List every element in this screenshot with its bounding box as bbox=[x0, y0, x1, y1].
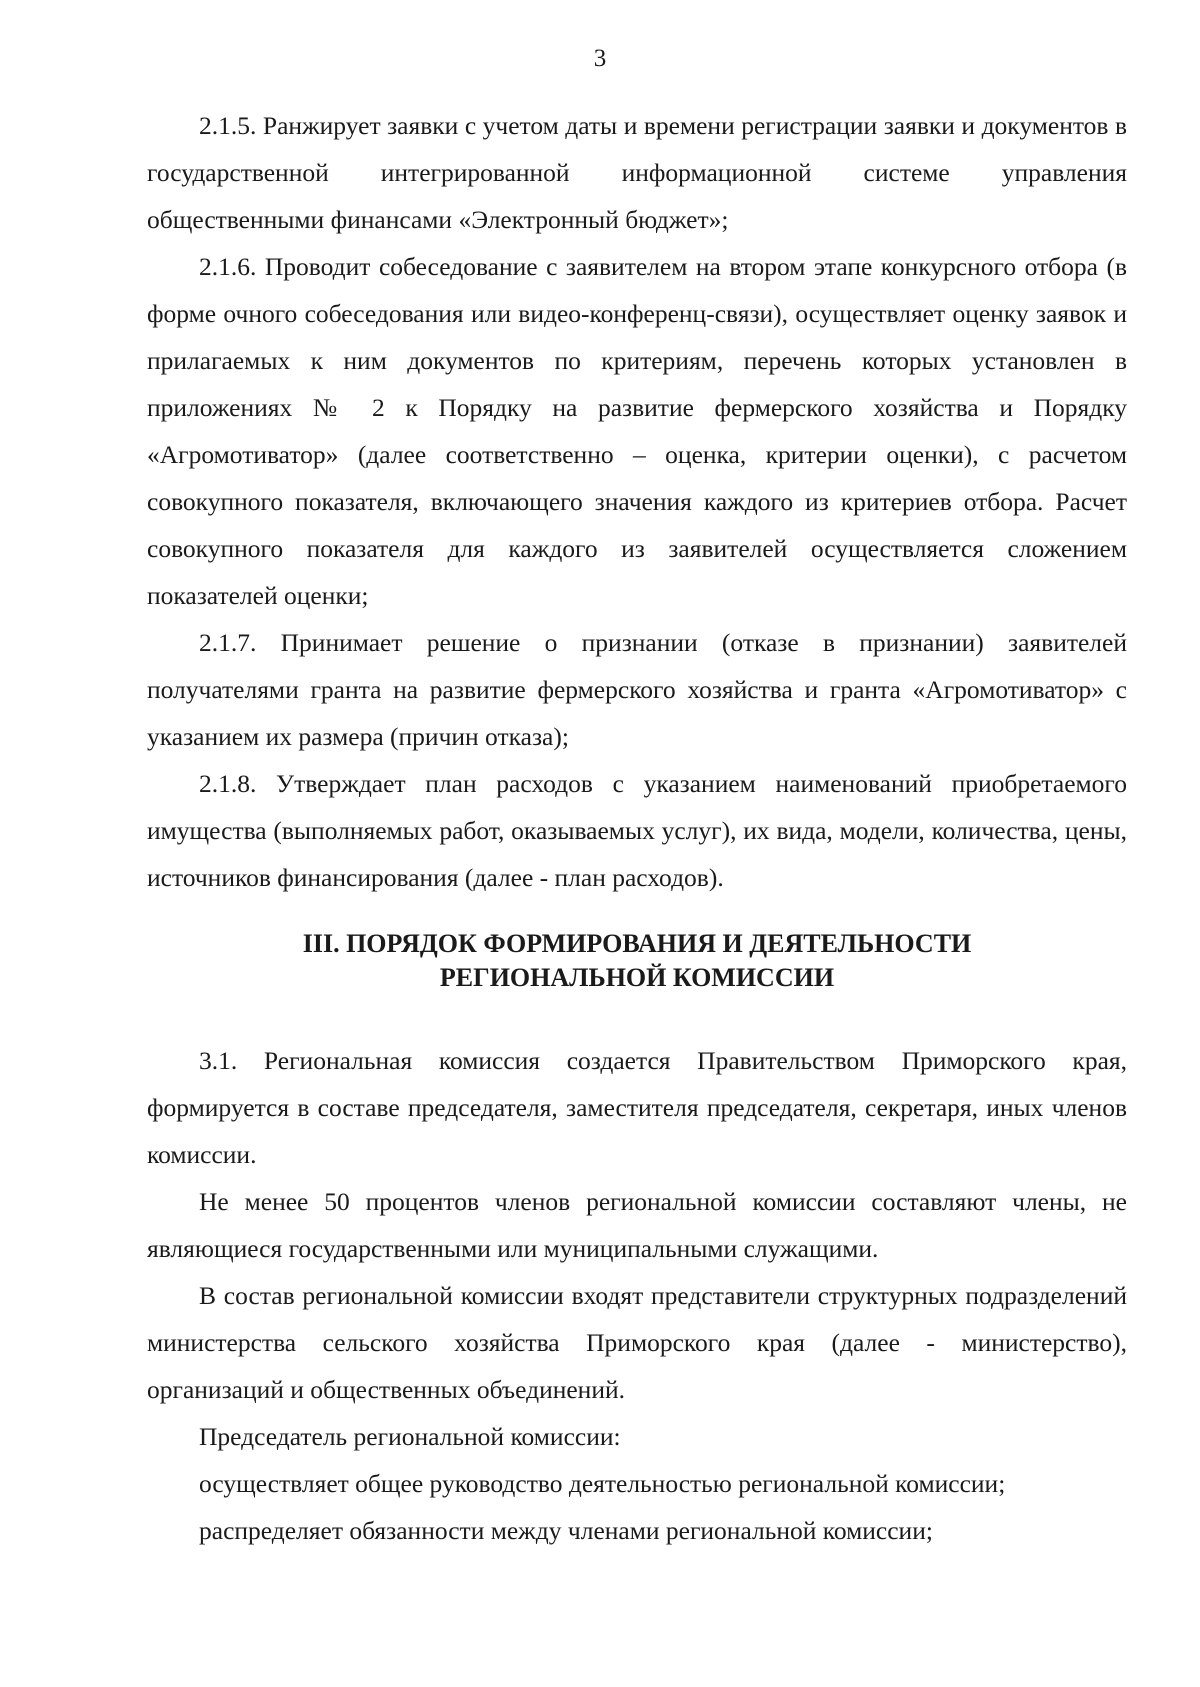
page-number: 3 bbox=[593, 45, 607, 72]
paragraph-2-1-5: 2.1.5. Ранжирует заявки с учетом даты и времени регистрации заявки и документов в государственной интегрированной информационной системе управления общественными финансами «Электронный бюджет»; bbox=[147, 111, 1127, 234]
paragraph-2-1-7: 2.1.7. Принимает решение о признании (отказе в признании) заявителей получателями гранта на развитие фермерского хозяйства и гранта «Агромотиватор» с указанием их размера (причин отказа); bbox=[147, 628, 1127, 751]
paragraph-chairman-duty-2: распределяет обязанности между членами региональной комиссии; bbox=[199, 1516, 933, 1545]
paragraph-chairman-duty-1: осуществляет общее руководство деятельностью региональной комиссии; bbox=[199, 1469, 1006, 1498]
section-heading bbox=[147, 927, 1127, 995]
section-heading-line-1: III. ПОРЯДОК ФОРМИРОВАНИЯ И ДЕЯТЕЛЬНОСТИ bbox=[302, 929, 972, 958]
document-body bbox=[147, 102, 1127, 1554]
paragraph-3-1: 3.1. Региональная комиссия создается Правительством Приморского края, формируется в составе председателя, заместителя председателя, секретаря, иных членов комиссии. bbox=[147, 1046, 1127, 1169]
paragraph-commission-composition: В состав региональной комиссии входят представители структурных подразделений министерства сельского хозяйства Приморского края (далее - министерство), организаций и общественных объединений. bbox=[147, 1281, 1127, 1404]
paragraph-chairman-heading: Председатель региональной комиссии: bbox=[199, 1422, 621, 1451]
paragraph-members-share: Не менее 50 процентов членов региональной комиссии составляют члены, не являющиеся государственными или муниципальными служащими. bbox=[147, 1187, 1127, 1263]
section-heading-line-2: РЕГИОНАЛЬНОЙ КОМИССИИ bbox=[439, 963, 835, 992]
paragraph-2-1-6: 2.1.6. Проводит собеседование с заявителем на втором этапе конкурсного отбора (в форме очного собеседования или видео-конференц-связи), осуществляет оценку заявок и прилагаемых к ним документов по критериям, перечень которых установлен в приложениях № 2 к Порядку на развитие фермерского хозяйства и Порядку «Агромотиватор» (далее соответственно – оценка, критерии оценки), с расчетом совокупного показателя, включающего значения каждого из критериев отбора. Расчет совокупного показателя для каждого из заявителей осуществляется сложением показателей оценки; bbox=[147, 252, 1127, 610]
paragraph-2-1-8: 2.1.8. Утверждает план расходов с указанием наименований приобретаемого имущества (выполняемых работ, оказываемых услуг), их вида, модели, количества, цены, источников финансирования (далее - план расходов). bbox=[147, 769, 1127, 892]
